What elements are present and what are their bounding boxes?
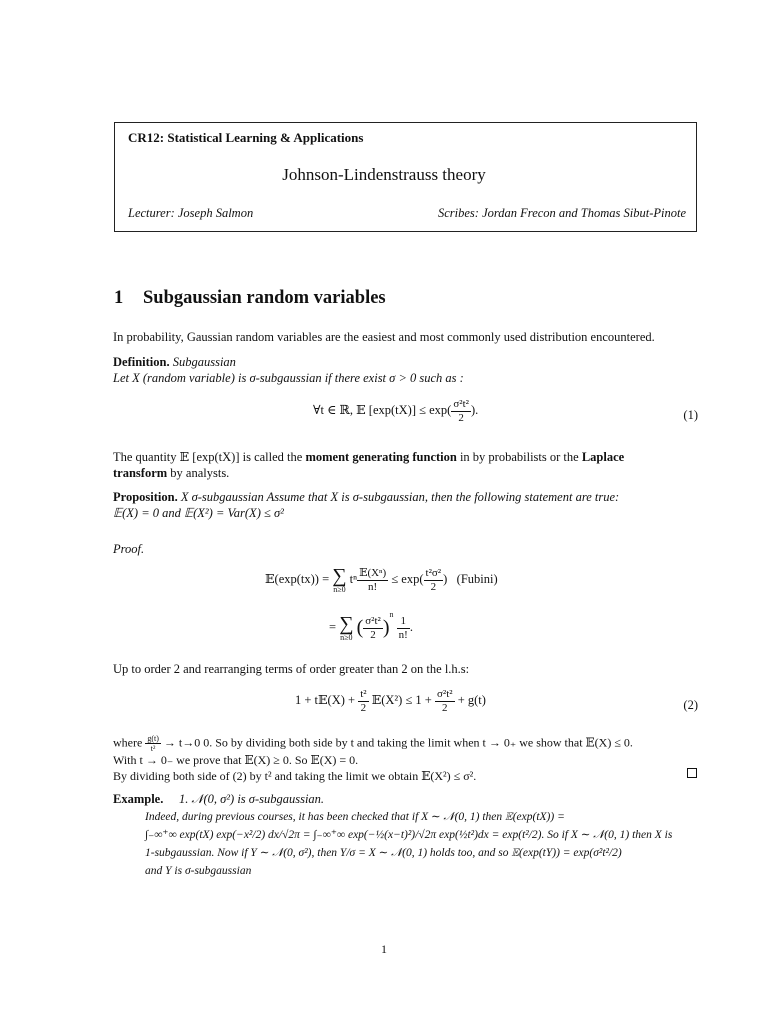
course-title: CR12: Statistical Learning & Applications (128, 130, 364, 145)
proof-label: Proof. (113, 542, 145, 556)
mgf-paragraph: The quantity 𝔼 [exp(tX)] is called the moment generating function in by probabilists or the Laplace transform by analysts. (113, 450, 625, 480)
eq1-lhs: ∀t ∈ ℝ, 𝔼 [exp(tX)] ≤ exp( (313, 403, 452, 418)
definition-name: Subgaussian (172, 355, 236, 369)
intro-paragraph: In probability, Gaussian random variables are the easiest and most commonly used distribution encountered. (113, 330, 655, 344)
proposition: Proposition. X σ-subgaussian Assume that X is σ-subgaussian, then the following statement are true: 𝔼(X) = 0 and 𝔼(X²) = Var(X) ≤ σ² (113, 490, 620, 520)
lecture-title: Johnson-Lindenstrauss theory (282, 165, 486, 184)
example-body: Indeed, during previous courses, it has been checked that if X ∼ 𝒩(0, 1) then 𝔼(exp(tX)) = ∫₋∞⁺∞ exp(tX) exp(−x²/2) dx/√2π = ∫₋∞⁺∞ exp(−½(x−t)²)/√2π exp(½t²)dx = exp(t²/2). So if X ∼ 𝒩(0, 1) then X is 1-subgaussian. Now if Y ∼ 𝒩(0, σ²), then Y/σ = X ∼ 𝒩(0, 1) holds too, and so 𝔼(exp(tY)) = exp(σ²t²/2) and Y is σ-subgaussian (145, 811, 673, 877)
eq1-rhs: ). (470, 403, 479, 418)
eq1-fraction: $\frac{\text{σ²t²}}{2}$ (453, 398, 469, 424)
section-number: 1 (114, 288, 124, 308)
proof-equation-1: 𝔼(exp(tx)) = ∑ n≥0 tⁿ $\frac{\text{𝔼(Xⁿ)}}{n!}$ ≤ exp( $\frac{\text{t²σ²}}{2}$ ) (Fubini) (265, 565, 498, 594)
qed-symbol (687, 768, 697, 778)
order-paragraph: Up to order 2 and rearranging terms of order greater than 2 on the l.h.s: (113, 662, 470, 676)
eq1-number: (1) (683, 408, 698, 422)
page-number: 1 (381, 942, 387, 956)
example-label: Example. (113, 792, 164, 806)
definition (113, 355, 700, 386)
fubini-note: (Fubini) (456, 571, 498, 586)
proof-equation-2: = ∑ n≥0 ( $\frac{\text{σ²t²}}{2}$ )$^n$ $\frac{1}{n!}$ . (329, 610, 413, 643)
section-title: Subgaussian random variables (143, 288, 386, 308)
equation-1 (313, 398, 478, 424)
scribes: Scribes: Jordan Frecon and Thomas Sibut-Pinote (438, 206, 686, 220)
proposition-label: Proposition. (113, 490, 178, 504)
example: Example. 1. 𝒩(0, σ²) is σ-subgaussian. (113, 792, 325, 806)
definition-label: Definition. (113, 355, 170, 369)
eq2-number: (2) (683, 698, 698, 712)
definition-text: Let X (random variable) is σ-subgaussian if there exist σ > 0 such as : (113, 370, 464, 385)
lecturer: Lecturer: Joseph Salmon (128, 206, 254, 220)
where-paragraph: where $\frac{g(t)}{\text{t²}}$ → t→0 0. So by dividing both side by t and taking the limit when t → 0₊ we show that 𝔼(X) ≤ 0. With t → 0₋ we prove that 𝔼(X) ≥ 0. So 𝔼(X) = 0. By dividing both side of (2) by t² and taking the limit we obtain 𝔼(X²) ≤ σ². (113, 734, 633, 783)
equation-2: 1 + t𝔼(X) + $\frac{\text{t²}}{2}$ 𝔼(X²) ≤ 1 + $\frac{\text{σ²t²}}{2}$ + g(t) (295, 688, 486, 714)
section-heading (114, 288, 386, 309)
summation-symbol: ∑ n≥0 (332, 565, 347, 594)
